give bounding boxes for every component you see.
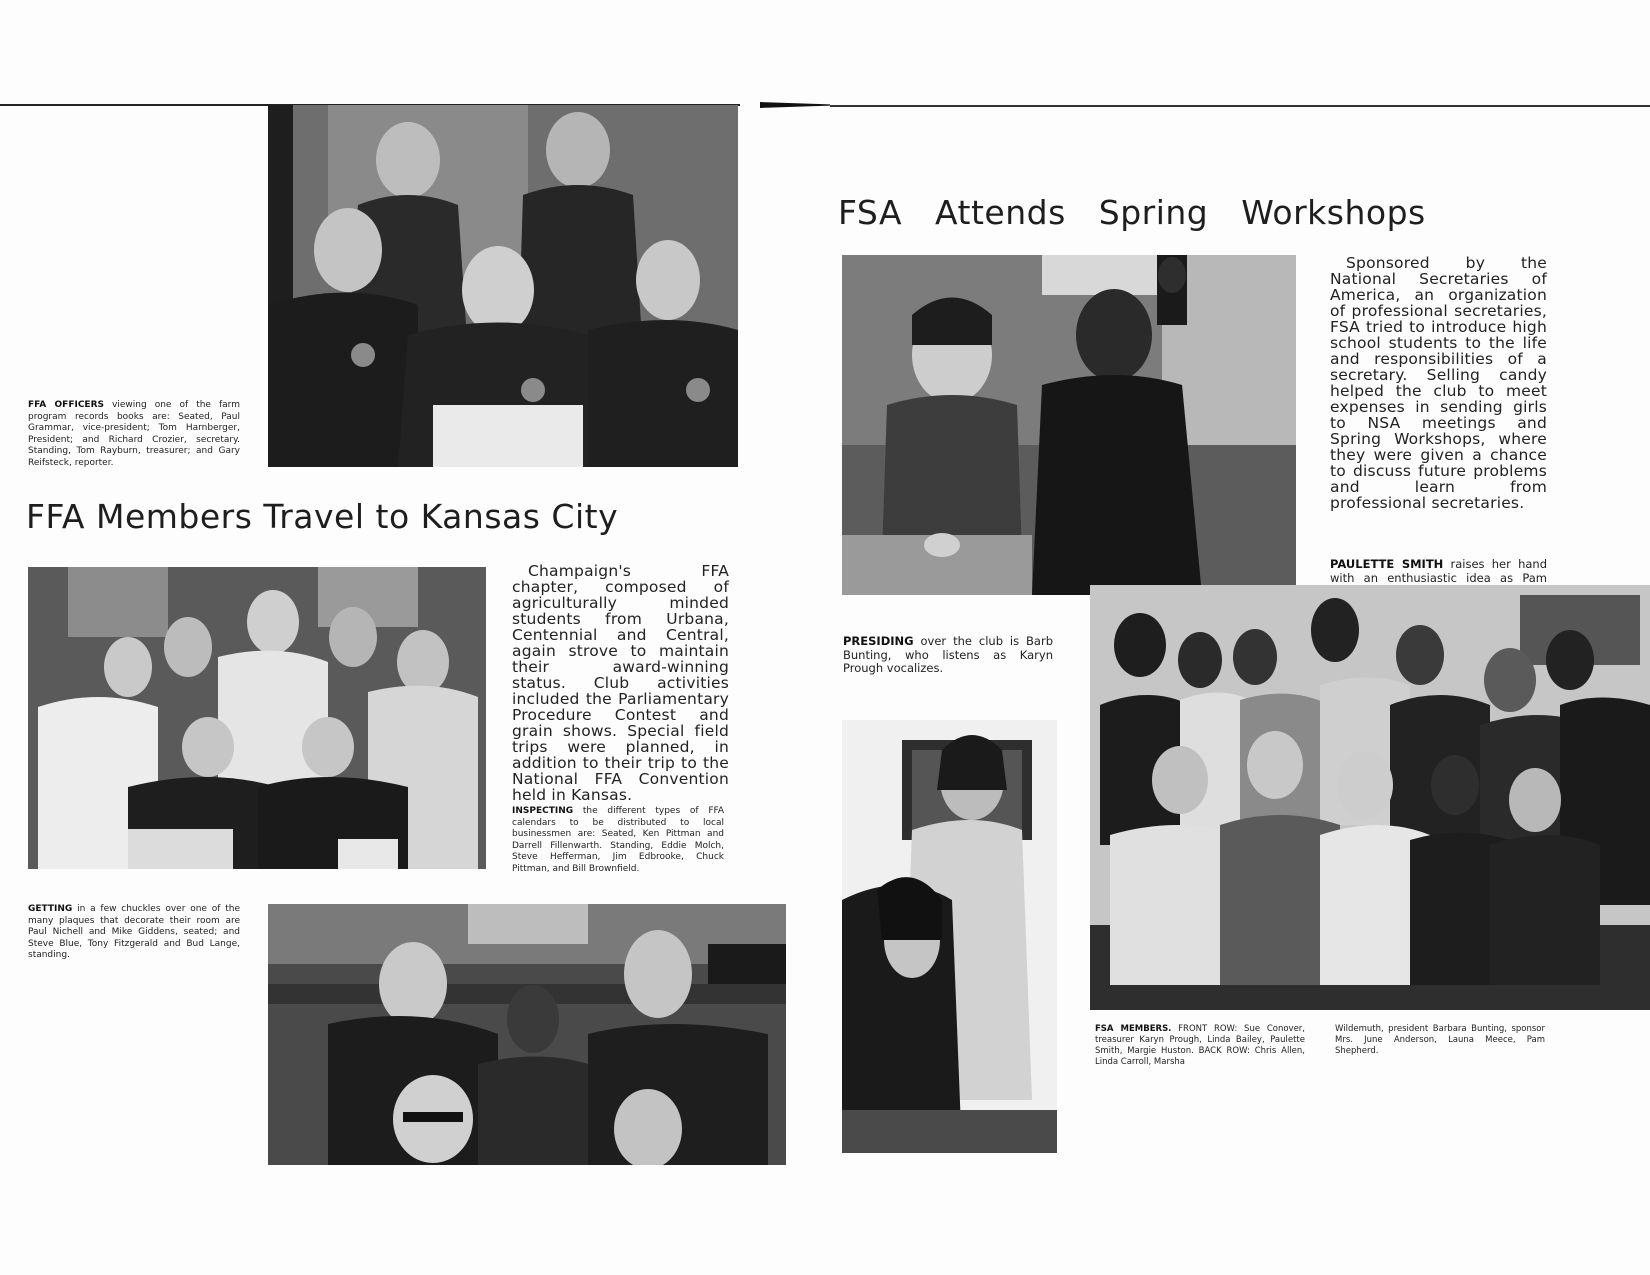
caption-lead: GETTING xyxy=(28,904,73,914)
presiding-photo xyxy=(842,720,1057,1153)
fsa-body-text: Sponsored by the National Secretaries of America, an organization of professional secretaries, FSA tried to introduce high school students to the life and responsibilities of a secretary. Selling candy helped the club to meet expenses in sending girls to NSA meetings and Spring Workshops, where they were given a chance to discuss future problems and learn from professional secretaries. xyxy=(1330,254,1547,512)
page-gutter-mark xyxy=(760,102,830,108)
caption-text: over the club is Barb Bunting, who listens as Karyn Prough vocalizes. xyxy=(843,634,1053,675)
members-caption-col2: Wildemuth, president Barbara Bunting, sponsor Mrs. June Anderson, Launa Meece, Pam Shepherd. xyxy=(1335,1024,1545,1056)
getting-caption xyxy=(28,904,240,962)
ffa-plaques-photo xyxy=(268,904,786,1165)
paulette-smith-photo xyxy=(842,255,1296,595)
ffa-calendars-photo xyxy=(28,567,486,869)
ffa-officers-photo xyxy=(268,105,738,467)
ffa-headline: FFA Members Travel to Kansas City xyxy=(26,497,619,536)
caption-lead: INSPECTING xyxy=(512,806,574,816)
presiding-caption xyxy=(843,635,1053,676)
officers-caption xyxy=(28,400,240,469)
caption-text: raises her hand with an enthusiastic idea as Pam xyxy=(1330,557,1547,585)
caption-lead: PAULETTE SMITH xyxy=(1330,557,1444,571)
caption-lead: FFA OFFICERS xyxy=(28,400,104,410)
caption-text: in a few chuckles over one of the many plaques that decorate their room are Paul Nichell and Mike Giddens, seated; and Steve Blue, Tony Fitzgerald and Bud Lange, standing. xyxy=(28,904,240,960)
members-caption-col1 xyxy=(1095,1024,1305,1068)
caption-text: viewing one of the farm program records books are: Seated, Paul Grammar, vice-president; Tom Harnberger, President; and Richard Crozier, secretary. Standing, Tom Rayburn, treasurer; and Gary Reifsteck, reporter. xyxy=(28,400,240,468)
fsa-headline: FSA Attends Spring Workshops xyxy=(838,193,1426,232)
page-top-rule-right xyxy=(830,105,1650,107)
inspecting-caption xyxy=(512,806,724,875)
caption-text: the different types of FFA calendars to be distributed to local businessmen are: Seated, Ken Pittman and Darrell Fillenwarth. Standing, Eddie Molch, Steve Hefferman, Jim Edbrooke, Chuck Pittman, and Bill Brownfield. xyxy=(512,806,724,874)
caption-lead: FSA MEMBERS. xyxy=(1095,1024,1172,1034)
caption-text: FRONT ROW: Sue Conover, treasurer Karyn Prough, Linda Bailey, Paulette Smith, Margie Huston. BACK ROW: Chris Allen, Linda Carroll, Marsha xyxy=(1095,1024,1305,1067)
ffa-body-text: Champaign's FFA chapter, composed of agriculturally minded students from Urbana, Centennial and Central, again strove to maintain their award-winning status. Club activities included the Parliamentary Procedure Contest and grain shows. Special field trips were planned, in addition to their trip to the National FFA Convention held in Kansas. xyxy=(512,562,729,804)
caption-lead: PRESIDING xyxy=(843,634,914,648)
fsa-members-photo xyxy=(1090,585,1650,1010)
